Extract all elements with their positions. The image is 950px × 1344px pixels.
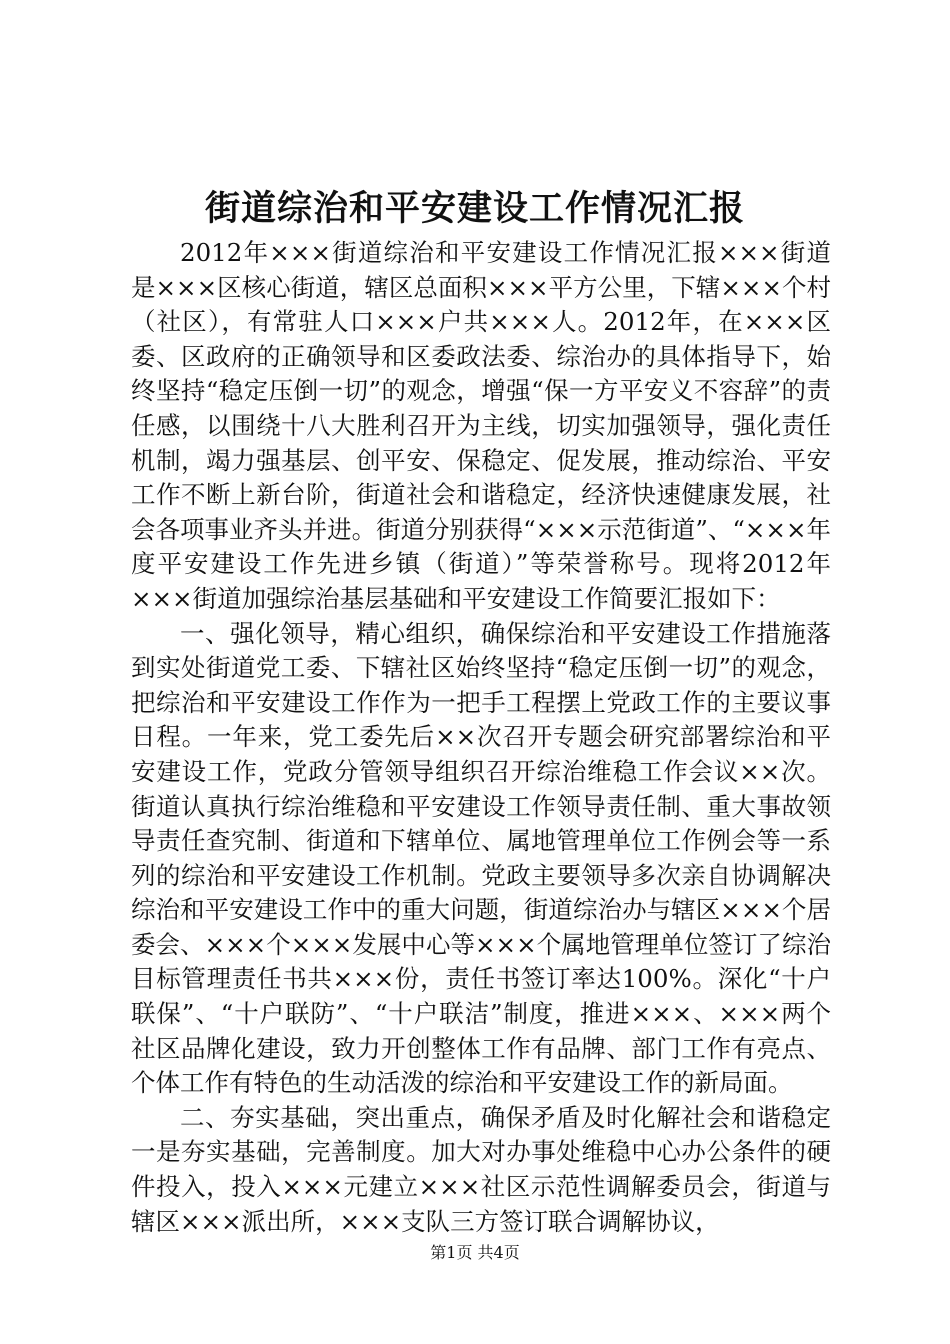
page-number-footer: 第1页 共4页: [430, 1243, 520, 1262]
paragraph-section-2: 二、夯实基础，突出重点，确保矛盾及时化解社会和谐稳定一是夯实基础，完善制度。加大对办事处维稳中心办公条件的硬件投入，投入×××元建立×××社区示范性调解委员会，街道与辖区×××派出所，×××支队三方签订联合调解协议，: [131, 1102, 831, 1236]
paragraph-intro: 2012年×××街道综治和平安建设工作情况汇报×××街道是×××区核心街道，辖区总面积×××平方公里，下辖×××个村（社区），有常驻人口×××户共×××人。2012年，在×××区委、区政府的正确领导和区委政法委、综治办的具体指导下，始终坚持“稳定压倒一切”的观念，增强“保一方平安义不容辞”的责任感，以围绕十八大胜利召开为主线，切实加强领导，强化责任机制，竭力强基层、创平安、保稳定、促发展，推动综治、平安工作不断上新台阶，街道社会和谐稳定，经济快速健康发展，社会各项事业齐头并进。街道分别获得“×××示范街道”、“×××年度平安建设工作先进乡镇（街道）”等荣誉称号。现将2012年×××街道加强综治基层基础和平安建设工作简要汇报如下：: [131, 238, 831, 613]
document-title: 街道综治和平安建设工作情况汇报: [204, 188, 745, 229]
document-body: [131, 236, 831, 1239]
paragraph-section-1: 一、强化领导，精心组织，确保综治和平安建设工作措施落到实处街道党工委、下辖社区始终坚持“稳定压倒一切”的观念，把综治和平安建设工作作为一把手工程摆上党政工作的主要议事日程。一年来，党工委先后××次召开专题会研究部署综治和平安建设工作，党政分管领导组织召开综治维稳工作会议××次。街道认真执行综治维稳和平安建设工作领导责任制、重大事故领导责任查究制、街道和下辖单位、属地管理单位工作例会等一系列的综治和平安建设工作机制。党政主要领导多次亲自协调解决综治和平安建设工作中的重大问题，街道综治办与辖区×××个居委会、×××个×××发展中心等×××个属地管理单位签订了综治目标管理责任书共×××份，责任书签订率达100%。深化“十户联保”、“十户联防”、“十户联洁”制度，推进×××、×××两个社区品牌化建设，致力开创整体工作有品牌、部门工作有亮点、个体工作有特色的生动活泼的综治和平安建设工作的新局面。: [131, 618, 831, 1098]
